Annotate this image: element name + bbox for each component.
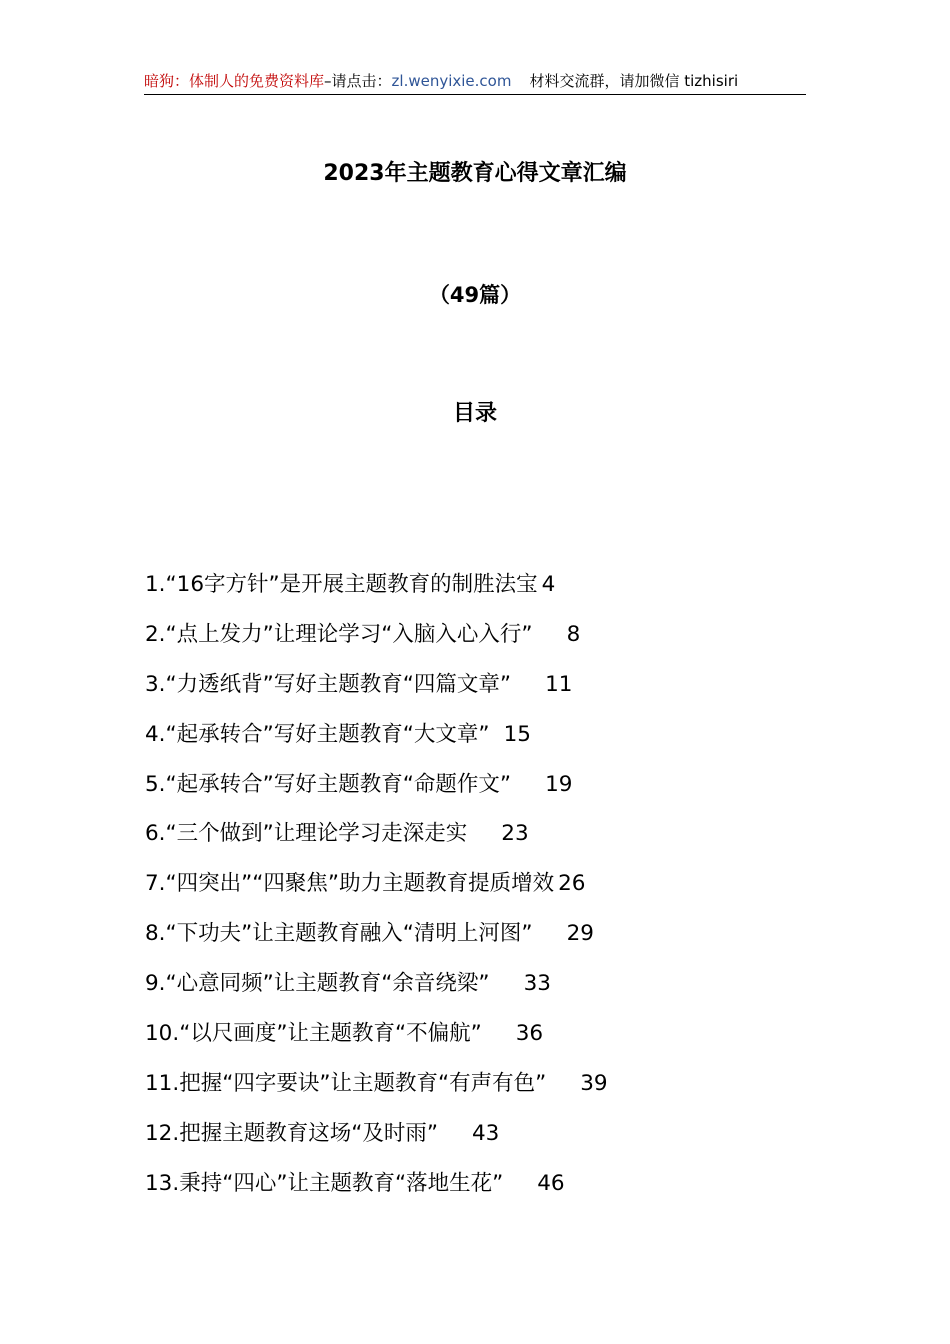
toc-item-page: 36 (515, 1021, 544, 1047)
toc-item-title: 13.秉持“四心”让主题教育“落地生花” (145, 1170, 504, 1196)
toc-item-page: 33 (523, 971, 551, 997)
header-brand: 暗狗：体制人的免费资料库 (144, 72, 325, 90)
toc-item-page: 11 (545, 671, 573, 697)
toc-item-title: 7.“四突出”“四聚焦”助力主题教育提质增效 (145, 871, 555, 897)
toc-item-title: 5.“起承转合”写好主题教育“命题作文” (145, 771, 512, 797)
toc-item-title: 8.“下功夫”让主题教育融入“清明上河图” (145, 921, 533, 947)
toc-item-page: 29 (566, 921, 594, 947)
toc-item[interactable] (145, 1117, 845, 1167)
article-count: （49篇） (428, 283, 522, 307)
toc-item-title: 11.把握“四字要诀”让主题教育“有声有色” (145, 1070, 547, 1096)
toc-item-title: 4.“起承转合”写好主题教育“大文章” (145, 721, 490, 747)
toc-item-title: 2.“点上发力”让理论学习“入脑入心入行” (145, 621, 533, 647)
toc-item[interactable] (145, 668, 845, 718)
header-group-note: 材料交流群，请加微信 tizhisiri (529, 72, 739, 90)
table-of-contents (145, 568, 845, 1217)
toc-item[interactable] (145, 1067, 845, 1117)
toc-item-page: 23 (501, 821, 529, 847)
toc-heading: 目录 (452, 401, 497, 426)
toc-item[interactable] (145, 1167, 845, 1217)
toc-item-title: 12.把握主题教育这场“及时雨” (145, 1120, 438, 1146)
toc-item-page: 19 (545, 771, 573, 797)
header-link[interactable]: zl.wenyixie.com (391, 72, 512, 90)
toc-item[interactable] (145, 817, 845, 867)
document-title: 2023年主题教育心得文章汇编 (323, 161, 627, 186)
toc-item[interactable] (145, 618, 845, 668)
toc-item-page: 4 (541, 572, 556, 597)
toc-item-title: 3.“力透纸背”写好主题教育“四篇文章” (145, 671, 512, 697)
toc-item[interactable] (145, 768, 845, 818)
page-header (144, 70, 806, 95)
toc-item-page: 46 (537, 1170, 565, 1196)
toc-item[interactable] (145, 967, 845, 1017)
toc-item[interactable] (145, 867, 845, 917)
toc-item-page: 43 (471, 1120, 500, 1146)
toc-item-title: 10.“以尺画度”让主题教育“不偏航” (145, 1021, 482, 1047)
toc-item[interactable] (145, 1017, 845, 1067)
toc-item-title: 1.“16字方针”是开展主题教育的制胜法宝 (145, 572, 538, 597)
toc-item[interactable] (145, 917, 845, 967)
toc-item-page: 8 (566, 621, 581, 647)
toc-item-page: 39 (580, 1070, 608, 1096)
toc-item-page: 15 (503, 721, 531, 747)
toc-item-page: 26 (558, 871, 586, 897)
header-prompt: –请点击： (324, 72, 392, 90)
toc-item-title: 6.“三个做到”让理论学习走深走实 (145, 821, 468, 847)
toc-item[interactable] (145, 568, 845, 618)
toc-item[interactable] (145, 718, 845, 768)
toc-item-title: 9.“心意同频”让主题教育“余音绕梁” (145, 971, 490, 997)
